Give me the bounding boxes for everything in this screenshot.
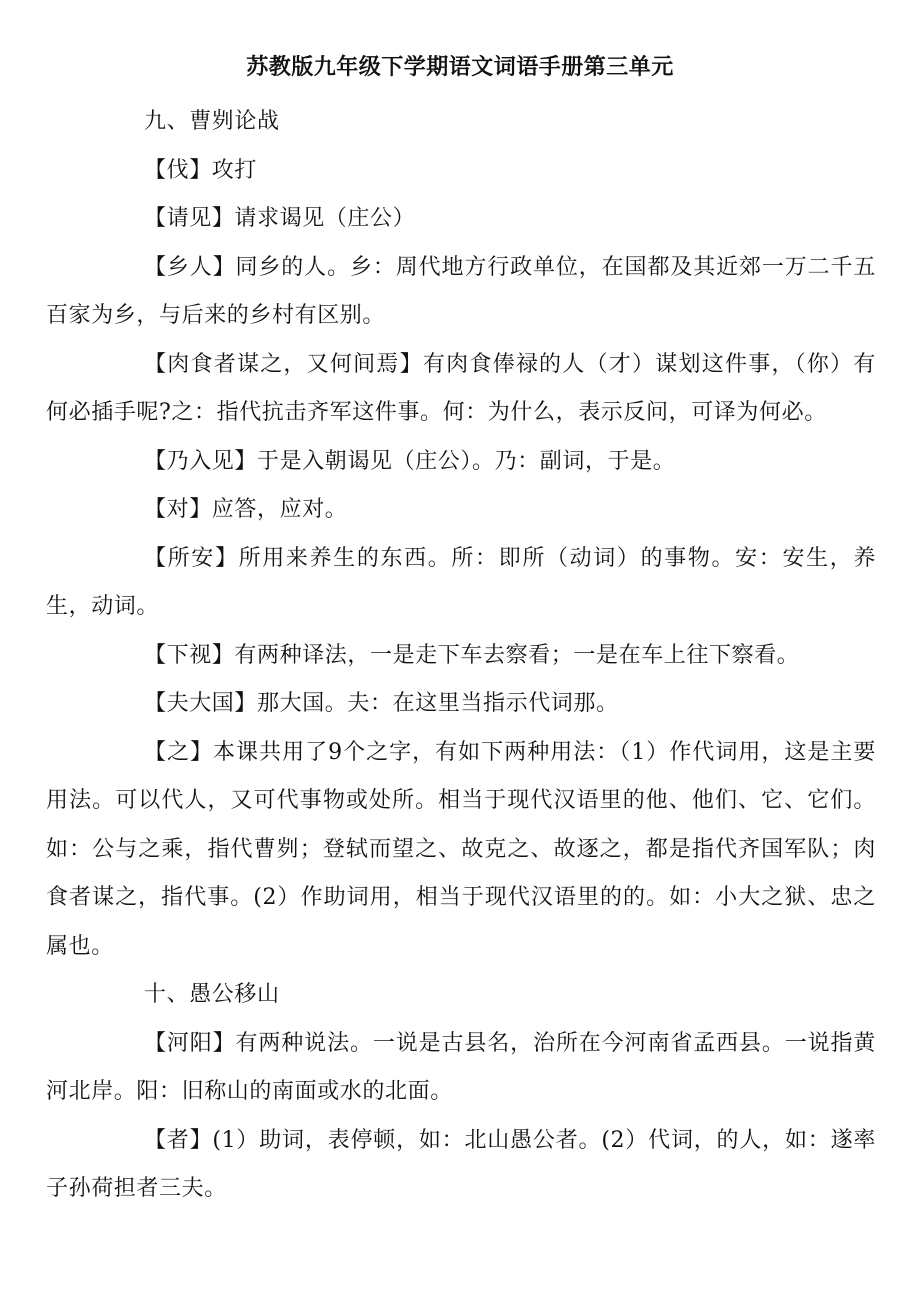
- vocab-entry: 【乡人】同乡的人。乡：周代地方行政单位，在国都及其近郊一万二千五百家为乡，与后来的乡村有区别。: [46, 254, 876, 328]
- document-title: 苏教版九年级下学期语文词语手册第三单元: [246, 55, 674, 80]
- section-heading: 九、曹刿论战: [144, 109, 280, 134]
- vocab-entry: 【下视】有两种译法，一是走下车去察看；一是在车上往下察看。: [144, 642, 800, 668]
- vocab-entry: 【伐】攻打: [144, 157, 258, 183]
- vocab-entry: 【之】本课共用了9个之字，有如下两种用法：（1）作代词用，这是主要用法。可以代人，又可代事物或处所。相当于现代汉语里的他、他们、它、它们。如：公与之乘，指代曹刿；登轼而望之、故克之、故逐之，都是指代齐国军队；肉食者谋之，指代事。(2）作助词用，相当于现代汉语里的的。如：小大之狱、忠之属也。: [46, 739, 876, 959]
- vocab-entry: 【乃入见】于是入朝谒见（庄公）。乃：副词，于是。: [144, 448, 676, 474]
- vocab-entry: 【请见】请求谒见（庄公）: [144, 206, 416, 231]
- vocab-entry: 【河阳】有两种说法。一说是古县名，治所在今河南省孟西县。一说指黄河北岸。阳：旧称山的南面或水的北面。: [46, 1030, 876, 1104]
- vocab-entry: 【夫大国】那大国。夫：在这里当指示代词那。: [144, 691, 619, 716]
- vocab-entry: 【者】(1）助词，表停顿，如：北山愚公者。(2）代词，的人，如：遂率子孙荷担者三夫。: [46, 1127, 876, 1201]
- vocab-entry: 【肉食者谋之，又何间焉】有肉食俸禄的人（才）谋划这件事，（你）有何必插手呢?之：指代抗击齐军这件事。何：为什么，表示反问，可译为何必。: [46, 351, 876, 425]
- document-body: [46, 98, 876, 1214]
- vocab-entry: 【对】应答，应对。: [144, 497, 348, 522]
- section-heading: 十、愚公移山: [144, 982, 280, 1007]
- vocab-entry: 【所安】所用来养生的东西。所：即所（动词）的事物。安：安生，养生，动词。: [46, 545, 876, 619]
